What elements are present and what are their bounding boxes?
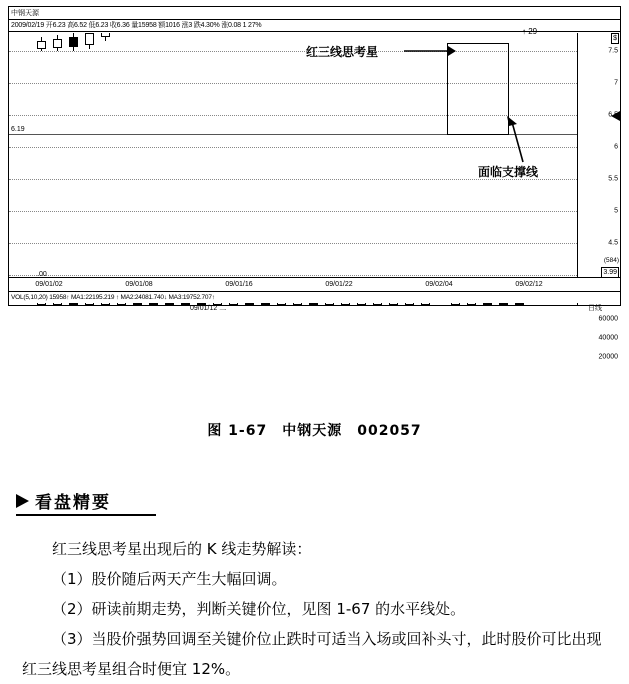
volume-bar	[181, 303, 190, 305]
annotation-arrow-support-line	[505, 112, 531, 164]
volume-bar	[165, 303, 174, 305]
volume-bar	[277, 303, 286, 305]
price-axis-low-box: 3.99	[603, 269, 617, 276]
price-low-label: .00	[37, 271, 47, 277]
volume-bar	[293, 303, 302, 305]
volume-bar	[245, 303, 254, 305]
volume-bar	[229, 303, 238, 305]
price-tick: 7	[614, 79, 618, 87]
candle	[467, 33, 476, 277]
stock-name-label: 中钢天源	[11, 10, 39, 17]
volume-bar	[53, 303, 62, 305]
candle	[245, 33, 254, 277]
volume-bar	[133, 303, 142, 305]
volume-bar	[421, 303, 430, 305]
candle	[357, 33, 366, 277]
price-tick: 5	[614, 207, 618, 215]
volume-bar	[389, 303, 398, 305]
candle	[101, 33, 110, 277]
volume-bar	[309, 303, 318, 305]
candle	[277, 33, 286, 277]
period-label: 日线	[588, 305, 602, 312]
body-text	[22, 534, 609, 684]
candle	[483, 33, 492, 277]
candle	[229, 33, 238, 277]
volume-plot-area	[9, 303, 578, 305]
volume-bar	[499, 303, 508, 305]
volume-bar	[405, 303, 414, 305]
candle	[309, 33, 318, 277]
candle	[53, 33, 62, 277]
candle	[451, 33, 460, 277]
volume-bar	[467, 303, 476, 305]
candle	[373, 33, 382, 277]
volume-bar	[451, 303, 460, 305]
annotation-support-line: 面临支撑线	[478, 165, 539, 179]
quote-info-text: 2009/02/19 开6.23 高6.52 低6.23 收6.36 量15958 额1016 涨3 跌4.30% 涨0.08 1 27%	[11, 22, 262, 29]
price-axis-top-box: $	[613, 35, 617, 42]
price-tick: 6	[614, 143, 618, 151]
volume-bar	[261, 303, 270, 305]
date-tick: 09/01/16	[225, 281, 253, 288]
volume-bar	[483, 303, 492, 305]
candle	[293, 33, 302, 277]
candle	[421, 33, 430, 277]
candle	[341, 33, 350, 277]
candle	[165, 33, 174, 277]
price-tick: 7.5	[608, 47, 618, 55]
volume-bar	[373, 303, 382, 305]
date-tick: 09/02/04	[425, 281, 453, 288]
figure-caption: 图 1-67 中钢天源 002057	[207, 423, 422, 439]
volume-bar	[117, 303, 126, 305]
candle	[37, 33, 46, 277]
date-tick: 09/01/22	[325, 281, 353, 288]
volume-tick: 20000	[598, 353, 618, 361]
volume-bar	[37, 303, 46, 305]
candle	[197, 33, 206, 277]
price-plot-area	[9, 33, 578, 277]
candle	[405, 33, 414, 277]
date-tick: 09/01/02	[35, 281, 63, 288]
candle	[261, 33, 270, 277]
volume-bar	[149, 303, 158, 305]
candle	[389, 33, 398, 277]
price-tick: 5.5	[608, 175, 618, 183]
candle	[133, 33, 142, 277]
triangle-bullet-icon	[16, 494, 29, 508]
price-tick: 6.5	[608, 111, 618, 119]
paragraph-2: （2）研读前期走势，判断关键价位，见图 1-67 的水平线处。	[52, 600, 466, 618]
volume-bar	[515, 303, 524, 305]
date-axis	[9, 277, 620, 291]
annotation-arrow-red-three-line	[404, 44, 456, 58]
candle	[213, 33, 222, 277]
candle	[85, 33, 94, 277]
price-tick: 4.5	[608, 239, 618, 247]
price-axis-low-count: (584)	[603, 257, 619, 264]
candle	[325, 33, 334, 277]
volume-tick: 60000	[598, 315, 618, 323]
current-price-marker	[611, 111, 620, 121]
date-tick: 09/01/08	[125, 281, 153, 288]
paragraph-intro: 红三线思考星出现后的 K 线走势解读：	[52, 540, 312, 558]
section-heading-text: 看盘精要	[35, 493, 111, 513]
annotation-count-label: ↑ 29	[522, 27, 538, 36]
date-tick: 09/02/12	[515, 281, 543, 288]
support-line-label: 6.19	[11, 126, 25, 133]
section-underline	[16, 514, 156, 516]
volume-bar	[69, 303, 78, 305]
paragraph-1: （1）股价随后两天产生大幅回调。	[52, 570, 287, 588]
annotation-red-three-line: 红三线思考星	[306, 45, 379, 59]
volume-bar	[101, 303, 110, 305]
stock-name-row	[9, 7, 620, 20]
price-axis	[578, 33, 620, 277]
volume-info-bar	[9, 292, 620, 303]
volume-bar	[85, 303, 94, 305]
section-heading	[16, 488, 111, 513]
candle	[69, 33, 78, 277]
date-axis-center-label: 09/01/12 二	[190, 305, 227, 312]
volume-info-text: VOL(5,10,20) 15958↑ MA1:22195.219 ↑ MA2:24081.740↓ MA3:19752.707↑	[11, 294, 215, 301]
volume-bar	[341, 303, 350, 305]
volume-tick: 40000	[598, 334, 618, 342]
candle	[117, 33, 126, 277]
volume-bar	[357, 303, 366, 305]
paragraph-3: （3）当股价强势回调至关键价位止跌时可适当入场或回补头寸，此时股价可比出现红三线思考星组合时便宜 12%。	[22, 630, 602, 678]
candle	[181, 33, 190, 277]
candle	[149, 33, 158, 277]
volume-bar	[325, 303, 334, 305]
